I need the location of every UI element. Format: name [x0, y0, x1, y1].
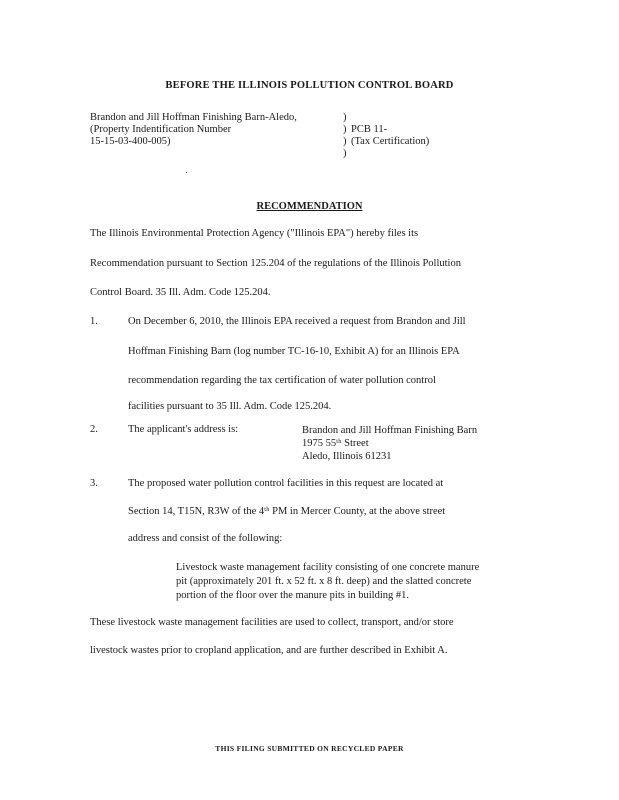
caption-party-line-2: (Property Indentification Number: [90, 124, 232, 135]
address-line-2: 1975 55ᵗʰ Street: [302, 438, 369, 449]
address-line-3: Aledo, Illinois 61231: [302, 451, 392, 462]
address-line-1: Brandon and Jill Hoffman Finishing Barn: [302, 425, 478, 436]
caption-paren: ): [343, 148, 347, 159]
closing-line-2: livestock wastes prior to cropland application, and are further described in Exhibit A.: [90, 645, 448, 656]
item-line-1: Livestock waste management facility consisting of one concrete manure: [176, 562, 480, 573]
caption-paren: ): [343, 136, 347, 147]
paragraph-number: 3.: [90, 478, 98, 489]
p3-line-1: The proposed water pollution control facilities in this request are located at: [128, 478, 444, 489]
section-heading: RECOMMENDATION: [256, 201, 363, 212]
intro-line-3: Control Board. 35 Ill. Adm. Code 125.204.: [90, 287, 271, 298]
caption-party-line-3: 15-15-03-400-005): [90, 136, 171, 147]
case-number: PCB 11-: [351, 124, 388, 135]
p1-line-3: recommendation regarding the tax certification of water pollution control: [128, 375, 436, 386]
caption-paren: ): [343, 124, 347, 135]
intro-line-1: The Illinois Environmental Protection Agency ("Illinois EPA") hereby files its: [90, 228, 419, 239]
recycled-paper-footer: THIS FILING SUBMITTED ON RECYCLED PAPER: [215, 744, 404, 753]
caption-paren: ): [343, 112, 347, 123]
item-line-2: pit (approximately 201 ft. x 52 ft. x 8 ft. deep) and the slatted concrete: [176, 576, 472, 587]
caption-party-line-1: Brandon and Jill Hoffman Finishing Barn-Aledo,: [90, 112, 297, 123]
item-line-3: portion of the floor over the manure pits in building #1.: [176, 590, 409, 601]
p2-label: The applicant's address is:: [128, 424, 239, 435]
p1-line-2: Hoffman Finishing Barn (log number TC-16-10, Exhibit A) for an Illinois EPA: [128, 346, 460, 357]
intro-line-2: Recommendation pursuant to Section 125.204 of the regulations of the Illinois Pollution: [90, 258, 461, 269]
p1-line-1: On December 6, 2010, the Illinois EPA received a request from Brandon and Jill: [128, 316, 466, 327]
paragraph-number: 2.: [90, 424, 98, 435]
paragraph-number: 1.: [90, 316, 98, 327]
closing-line-1: These livestock waste management facilities are used to collect, transport, and/or store: [90, 617, 454, 628]
p1-line-4: facilities pursuant to 35 Ill. Adm. Code 125.204.: [128, 401, 332, 412]
p3-line-2: Section 14, T15N, R3W of the 4ᵗʰ PM in Mercer County, at the above street: [128, 506, 446, 517]
page-title: BEFORE THE ILLINOIS POLLUTION CONTROL BOARD: [165, 80, 454, 91]
scan-speck: [186, 172, 187, 173]
p3-line-3: address and consist of the following:: [128, 533, 283, 544]
case-type: (Tax Certification): [351, 136, 430, 147]
